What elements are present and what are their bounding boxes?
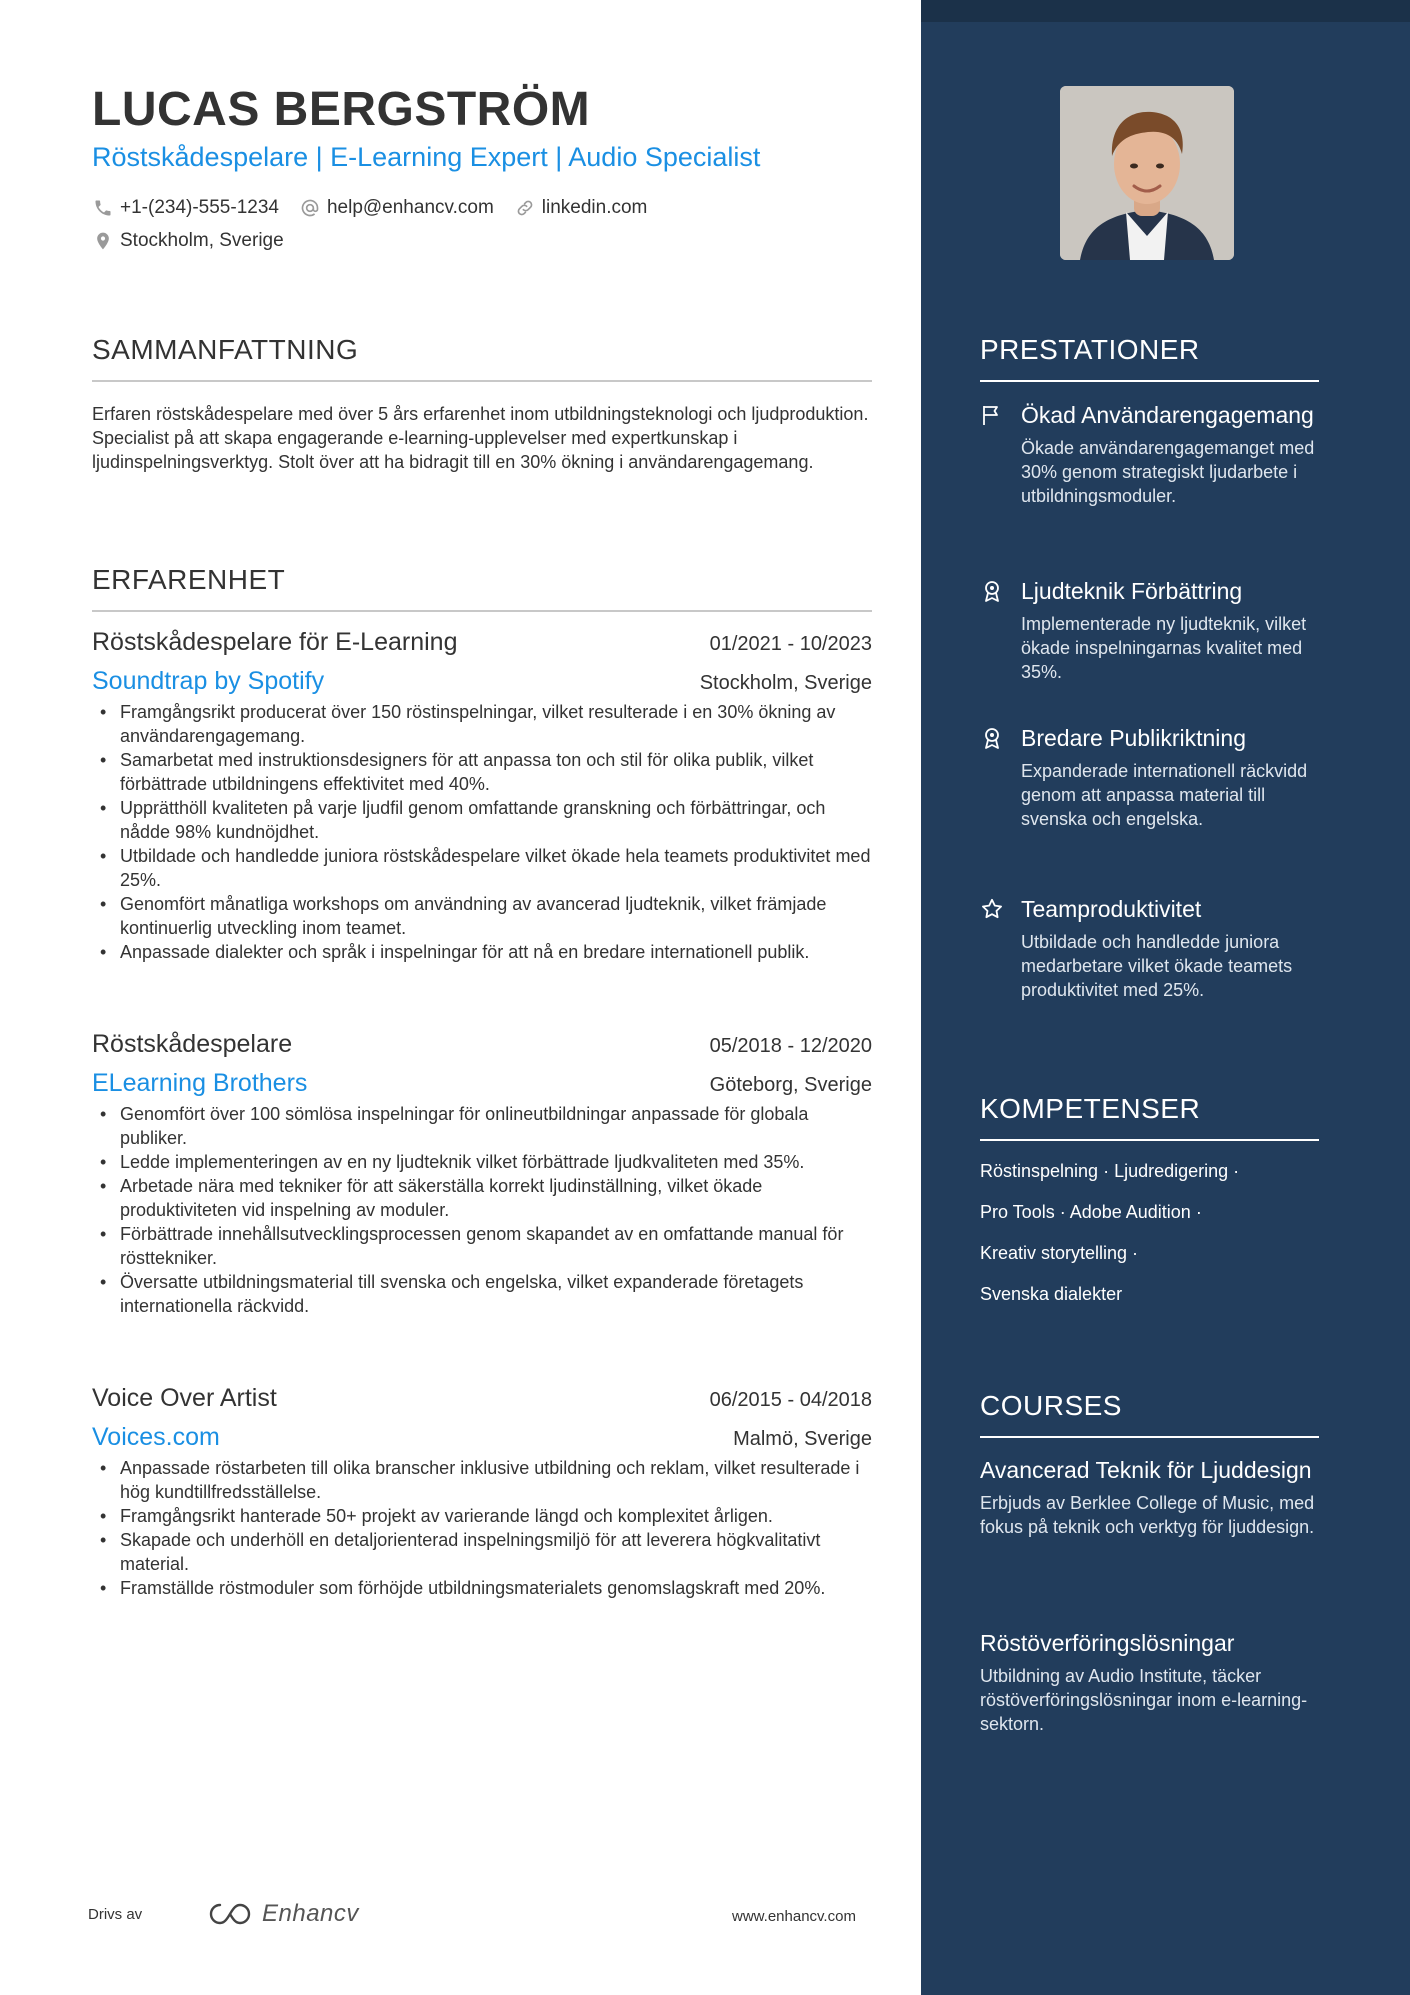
job-bullet: • Genomfört månatliga workshops om användning av avancerad ljudteknik, vilket främjade kontinuerlig utveckling inom teamet. <box>92 892 872 940</box>
phone-text: +1-(234)-555-1234 <box>120 197 279 218</box>
job-bullet: • Samarbetat med instruktionsdesigners för att anpassa ton och stil för olika publik, vilket förbättrade utbildningens effektivitet med 40%. <box>92 748 872 796</box>
achievement-title: Bredare Publikriktning <box>1021 725 1247 751</box>
course-desc: Utbildning av Audio Institute, täcker röstöverföringslösningar inom e-learning-sektorn. <box>980 1666 1308 1734</box>
course-title: Röstöverföringslösningar <box>980 1630 1235 1656</box>
achievement-desc: Utbildade och handledde juniora medarbetare vilket ökade teamets produktivitet med 25%. <box>1021 932 1293 1000</box>
email-item[interactable] <box>299 197 494 219</box>
location-text: Stockholm, Sverige <box>120 230 284 251</box>
skills-line: Pro Tools · Adobe Audition · <box>980 1202 1202 1222</box>
skills-heading: KOMPETENSER <box>980 1093 1319 1141</box>
course-item <box>980 1456 1325 1539</box>
link-icon <box>514 197 536 219</box>
linkedin-link[interactable]: linkedin.com <box>541 197 648 218</box>
skills-line: Röstinspelning · Ljudredigering · <box>980 1161 1240 1181</box>
footer-url[interactable]: www.enhancv.com <box>732 1908 856 1925</box>
job-bullet: • Framgångsrikt producerat över 150 röstinspelningar, vilket resulterade i en 30% ökning av användarengagemang. <box>92 700 872 748</box>
phone-icon <box>92 197 114 219</box>
achievement-title: Ljudteknik Förbättring <box>1021 578 1243 604</box>
experience-heading: ERFARENHET <box>92 564 872 612</box>
job-bullet: • Utbildade och handledde juniora röstskådespelare vilket ökade hela teamets produktivitet med 25%. <box>92 844 872 892</box>
job-dates: 05/2018 - 12/2020 <box>709 1035 872 1057</box>
skills-line: Kreativ storytelling · <box>980 1243 1139 1263</box>
linkedin-item[interactable] <box>514 197 648 219</box>
summary-text: Erfaren röstskådespelare med över 5 års erfarenhet inom utbildningsteknologi och ljudproduktion. Specialist på att skapa engagerande e-learning-upplevelser med expertkunskap i ljudinspelningsverktyg. Stolt över att ha bidragit till en 30% ökning i användarengagemang. <box>92 404 869 472</box>
job-bullet: • Arbetade nära med tekniker för att säkerställa korrekt ljudinställning, vilket ökade produktiviteten vid inspelning av moduler. <box>92 1174 872 1222</box>
powered-by-label: Drivs av <box>88 1906 143 1923</box>
job-company[interactable]: Soundtrap by Spotify <box>92 667 325 695</box>
job-entry <box>92 1030 872 1318</box>
award-icon <box>980 726 1004 750</box>
course-desc: Erbjuds av Berklee College of Music, med fokus på teknik och verktyg för ljuddesign. <box>980 1493 1315 1537</box>
sidebar <box>921 0 1410 1995</box>
phone-item <box>92 197 279 219</box>
job-title: Röstskådespelare <box>92 1030 293 1058</box>
job-title: Voice Over Artist <box>92 1384 277 1412</box>
location-pin-icon <box>92 230 114 252</box>
job-location: Göteborg, Sverige <box>709 1074 872 1096</box>
headline: Röstskådespelare | E-Learning Expert | Audio Specialist <box>92 142 761 172</box>
job-bullet: • Upprätthöll kvaliteten på varje ljudfil genom omfattande granskning och förbättringar, och nådde 98% kundnöjdhet. <box>92 796 872 844</box>
candidate-name: LUCAS BERGSTRÖM <box>92 83 591 136</box>
achievement-title: Teamproduktivitet <box>1021 896 1202 922</box>
job-entry <box>92 1384 872 1600</box>
job-bullets <box>92 1102 872 1318</box>
achievement-item <box>980 577 1319 684</box>
achievement-desc: Implementerade ny ljudteknik, vilket ökade inspelningarnas kvalitet med 35%. <box>1021 614 1307 682</box>
job-bullets <box>92 700 872 964</box>
achievement-item <box>980 895 1319 1002</box>
job-bullet: • Skapade och underhöll en detaljorienterad inspelningsmiljö för att leverera högkvalitativt material. <box>92 1528 872 1576</box>
achievement-item <box>980 724 1319 831</box>
course-title: Avancerad Teknik för Ljuddesign <box>980 1457 1312 1483</box>
job-title: Röstskådespelare för E-Learning <box>92 628 458 656</box>
enhancv-brand: Enhancv <box>262 1900 359 1927</box>
job-bullet: • Anpassade dialekter och språk i inspelningar för att nå en bredare internationell publik. <box>92 940 872 964</box>
courses-heading: COURSES <box>980 1390 1319 1438</box>
job-bullet: • Genomfört över 100 sömlösa inspelningar för onlineutbildningar anpassade för globala publiker. <box>92 1102 872 1150</box>
job-company[interactable]: ELearning Brothers <box>92 1069 308 1097</box>
job-dates: 01/2021 - 10/2023 <box>709 633 872 655</box>
location-item <box>92 230 284 252</box>
achievements-heading: PRESTATIONER <box>980 334 1319 382</box>
star-icon <box>980 897 1004 921</box>
contact-row <box>92 197 667 219</box>
job-company[interactable]: Voices.com <box>92 1423 220 1451</box>
job-location: Stockholm, Sverige <box>699 672 872 694</box>
job-entry <box>92 628 872 964</box>
job-location: Malmö, Sverige <box>733 1428 872 1450</box>
job-bullet: • Framställde röstmoduler som förhöjde utbildningsmaterialets genomslagskraft med 20%. <box>92 1576 872 1600</box>
email-link[interactable]: help@enhancv.com <box>326 197 494 218</box>
summary-heading: SAMMANFATTNING <box>92 334 872 382</box>
sidebar-top-bar <box>921 0 1410 22</box>
course-item <box>980 1629 1325 1736</box>
enhancv-logo[interactable] <box>206 1900 359 1928</box>
avatar <box>1060 86 1234 260</box>
job-bullet: • Förbättrade innehållsutvecklingsprocessen genom skapandet av en omfattande manual för rösttekniker. <box>92 1222 872 1270</box>
award-icon <box>980 579 1004 603</box>
at-icon <box>299 197 321 219</box>
achievement-desc: Expanderade internationell räckvidd genom att anpassa material till svenska och engelska. <box>1021 761 1308 829</box>
enhancv-logo-icon <box>206 1901 254 1927</box>
skills-line: Svenska dialekter <box>980 1284 1123 1304</box>
job-bullet: • Anpassade röstarbeten till olika branscher inklusive utbildning och reklam, vilket resulterade i hög kundtillfredsställelse. <box>92 1456 872 1504</box>
flag-icon <box>980 403 1004 427</box>
location-row <box>92 230 304 252</box>
profile-photo <box>1060 86 1234 260</box>
achievement-desc: Ökade användarengagemanget med 30% genom strategiskt ljudarbete i utbildningsmoduler. <box>1021 438 1315 506</box>
job-bullet: • Ledde implementeringen av en ny ljudteknik vilket förbättrade ljudkvaliteten med 35%. <box>92 1150 872 1174</box>
job-bullet: • Framgångsrikt hanterade 50+ projekt av varierande längd och komplexitet årligen. <box>92 1504 872 1528</box>
achievement-item <box>980 401 1319 508</box>
job-bullets <box>92 1456 872 1600</box>
job-dates: 06/2015 - 04/2018 <box>709 1389 872 1411</box>
job-bullet: • Översatte utbildningsmaterial till svenska och engelska, vilket expanderade företagets internationella räckvidd. <box>92 1270 872 1318</box>
achievement-title: Ökad Användarengagemang <box>1021 402 1314 428</box>
